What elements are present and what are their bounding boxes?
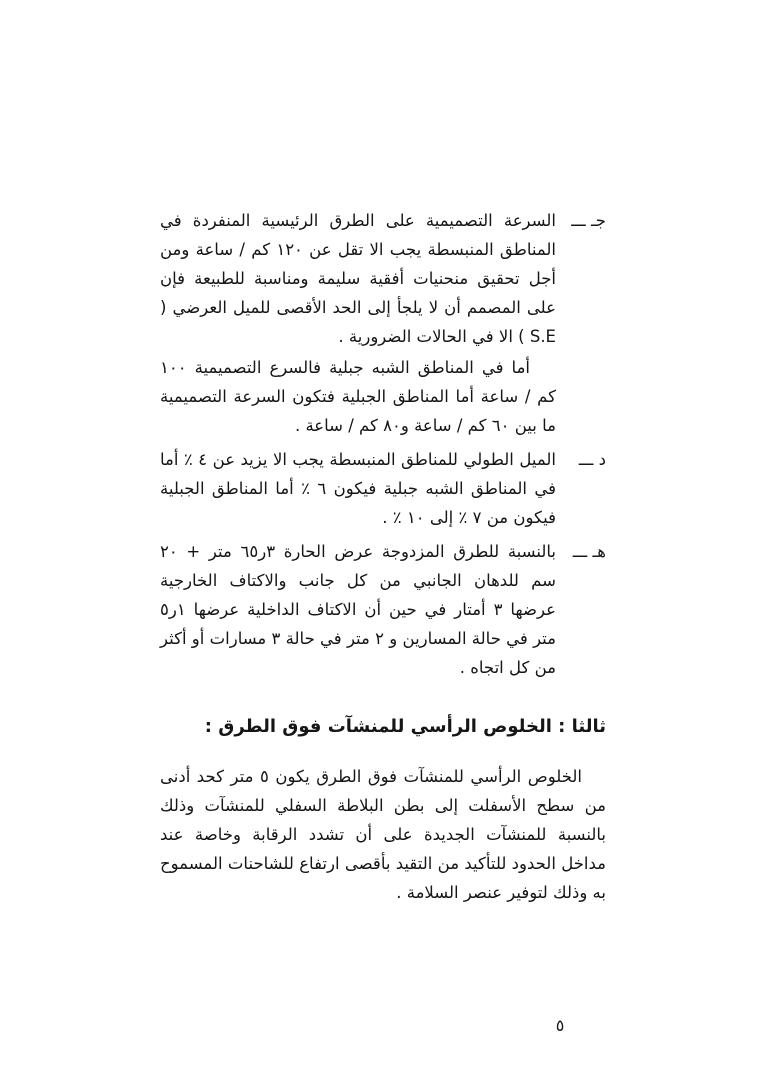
list-item-heh: [160, 537, 606, 682]
list-item-marker: د ـــ: [578, 450, 606, 470]
list-item-text: السرعة التصميمية على الطرق الرئيسية المنفردة في المناطق المنبسطة يجب الا تقل عن ١٢٠ كم / ساعة ومن أجل تحقيق منحنيات أفقية سليمة ومناسبة للطبيعة فإن على المصمم أن لا يلجأ إلى الحد الأقصى للميل العرضي ( S.E ) الا في الحالات الضرورية .: [160, 211, 556, 347]
list-item-text: الميل الطولي للمناطق المنبسطة يجب الا يزيد عن ٤ ٪ أما في المناطق الشبه جبلية فيكون ٦ ٪ أما المناطق الجبلية فيكون من ٧ ٪ إلى ١٠ ٪ .: [160, 450, 556, 528]
list-item-marker: هـ ـــ: [572, 542, 606, 562]
section-heading: ثالثا : الخلوص الرأسي للمنشآت فوق الطرق :: [204, 715, 606, 737]
list-item-body: [160, 537, 556, 682]
list-item-body: [160, 445, 556, 532]
list-item-jeem: [160, 206, 606, 440]
list-item-subtext: أما في المناطق الشبه جبلية فالسرع التصميمية ١٠٠ كم / ساعة أما المناطق الجبلية فتكون السرعة التصميمية ما بين ٦٠ كم / ساعة و٨٠ كم / ساعة .: [160, 358, 556, 436]
body-paragraph: الخلوص الرأسي للمنشآت فوق الطرق يكون ٥ متر كحد أدنى من سطح الأسفلت إلى بطن البلاطة السفلي للمنشآت وذلك بالنسبة للمنشآت الجديدة على أن تشدد الرقابة وخاصة عند مداخل الحدود للتأكيد من التقيد بأقصى ارتفاع للشاحنات المسموح به وذلك لتوفير عنصر السلامة .: [160, 767, 606, 903]
list-item-body: [160, 206, 556, 440]
list-item-dal: [160, 445, 606, 532]
page-number: ٥: [555, 1016, 565, 1035]
lettered-list: [160, 206, 606, 683]
list-item-text: بالنسبة للطرق المزدوجة عرض الحارة ٣ر٦٥ متر + ٢٠ سم للدهان الجانبي من كل جانب والاكتاف الخارجية عرضها ٣ أمتار في حين أن الاكتاف الداخلية عرضها ١ر٥ متر في حالة المسارين و ٢ متر في حالة ٣ مسارات أو أكثر من كل اتجاه .: [160, 542, 557, 678]
list-item-marker: جـ ـــ: [571, 211, 606, 230]
page-content: [160, 206, 606, 907]
